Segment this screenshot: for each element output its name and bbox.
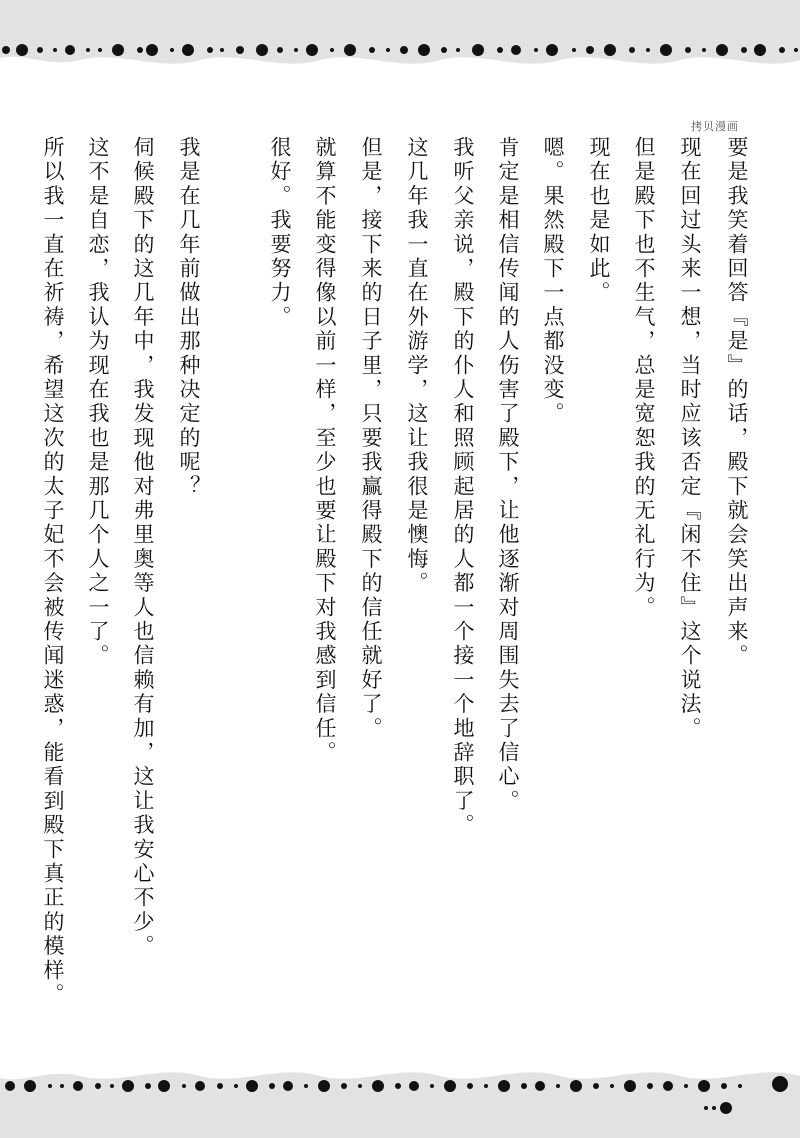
top-decorative-border <box>0 0 800 80</box>
text-column-7: 我听父亲说，殿下的仆人和照顾起居的人都一个接一个地辞职了。 <box>451 136 475 838</box>
text-column-5: 嗯。果然殿下一点都没变。 <box>541 136 565 427</box>
bottom-decorative-border <box>0 1058 800 1138</box>
text-column-6: 肯定是相信传闻的人伤害了殿下，让他逐渐对周围失去了信心。 <box>496 136 520 814</box>
text-column-1: 要是我笑着回答『是』的话，殿下就会笑出声来。 <box>725 136 749 669</box>
text-column-15: 所以我一直在祈祷，希望这次的太子妃不会被传闻迷惑，能看到殿下真正的模样。 <box>41 136 65 1008</box>
text-column-11: 很好。我要努力。 <box>268 136 292 330</box>
watermark-text: 拷贝漫画 <box>691 120 739 133</box>
text-column-2: 现在回过头来一想，当时应该否定『闲不住』这个说法。 <box>678 136 702 741</box>
text-column-4: 现在也是如此。 <box>587 136 611 306</box>
text-column-12: 我是在几年前做出那种决定的呢？ <box>177 136 201 499</box>
text-column-3: 但是殿下也不生气，总是宽恕我的无礼行为。 <box>632 136 656 620</box>
text-column-14: 这不是自恋，我认为现在我也是那几个人之一了。 <box>86 136 110 669</box>
text-column-8: 这几年我一直在外游学，这让我很是懊悔。 <box>405 136 429 596</box>
text-column-9: 但是，接下来的日子里，只要我赢得殿下的信任就好了。 <box>359 136 383 741</box>
text-column-13: 伺候殿下的这几年中，我发现他对弗里奥等人也信赖有加，这让我安心不少。 <box>131 136 155 959</box>
text-column-10: 就算不能变得像以前一样，至少也要让殿下对我感到信任。 <box>313 136 337 766</box>
